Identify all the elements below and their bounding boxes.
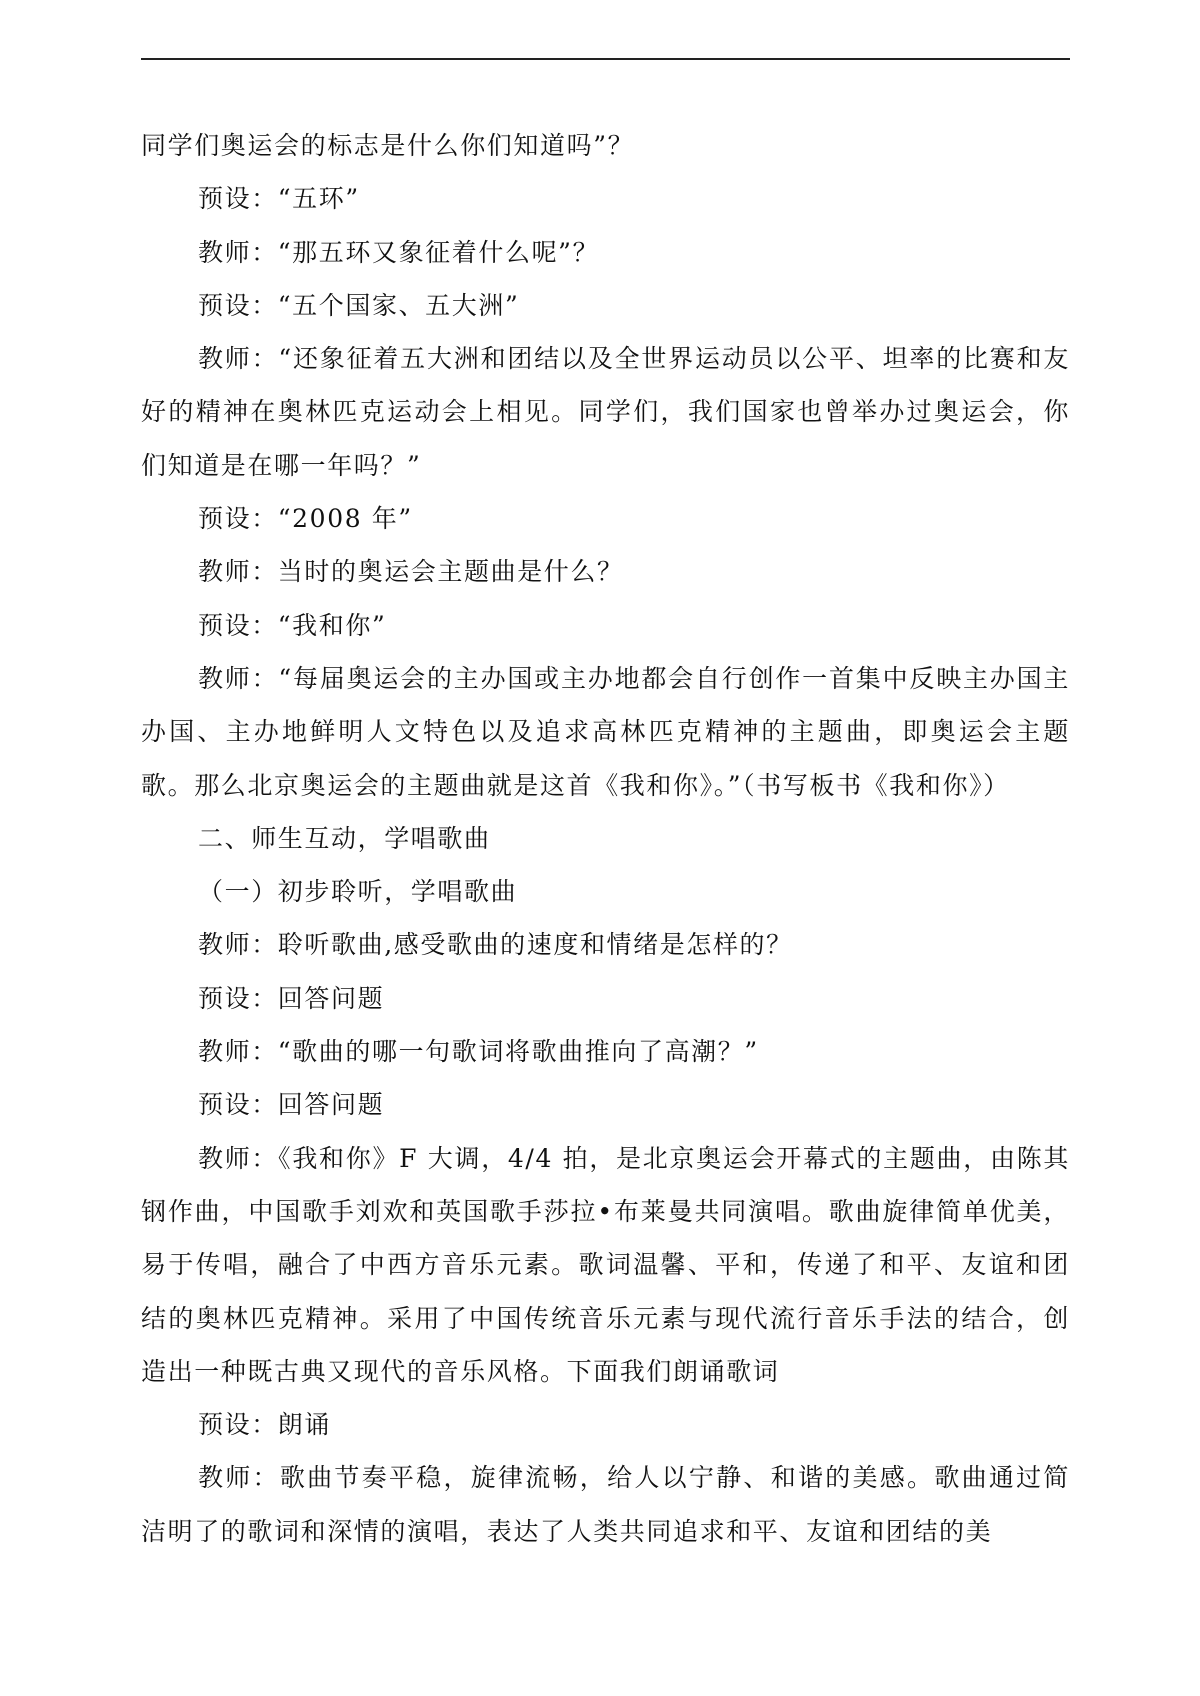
paragraph: 教师：“还象征着五大洲和团结以及全世界运动员以公平、坦率的比赛和友好的精神在奥林匹克运动会上相见。同学们，我们国家也曾举办过奥运会，你们知道是在哪一年吗？” [141, 344, 1070, 480]
paragraph: 预设：回答问题 [198, 983, 385, 1013]
paragraph: 教师：“那五环又象征着什么呢”？ [198, 237, 600, 267]
paragraph: 预设：“2008 年” [198, 504, 413, 534]
paragraph: 同学们奥运会的标志是什么你们知道吗”？ [141, 131, 635, 160]
paragraph: 教师：聆听歌曲,感受歌曲的速度和情绪是怎样的？ [198, 930, 793, 960]
document-body [141, 119, 1070, 1558]
paragraph: 教师：“每届奥运会的主办国或主办地都会自行创作一首集中反映主办国主办国、主办地鲜明人文特色以及追求高林匹克精神的主题曲，即奥运会主题歌。那么北京奥运会的主题曲就是这首《我和你》。”（书写板书《我和你》） [141, 663, 1070, 800]
paragraph: 教师：“歌曲的哪一句歌词将歌曲推向了高潮？” [198, 1037, 759, 1067]
paragraph: 教师：当时的奥运会主题曲是什么？ [198, 557, 624, 587]
paragraph: 教师：《我和你》F 大调，4/4 拍，是北京奥运会开幕式的主题曲，由陈其钢作曲，中国歌手刘欢和英国歌手莎拉•布莱曼共同演唱。歌曲旋律简单优美，易于传唱，融合了中西方音乐元素。歌词温馨、平和，传递了和平、友谊和团结的奥林匹克精神。采用了中国传统音乐元素与现代流行音乐手法的结合，创造出一种既古典又现代的音乐风格。下面我们朗诵歌词 [141, 1143, 1070, 1386]
paragraph: 预设：“我和你” [198, 610, 387, 640]
header-rule [141, 58, 1070, 60]
paragraph: 预设：“五个国家、五大洲” [198, 290, 520, 320]
paragraph: 预设：“五环” [198, 184, 360, 214]
paragraph: 预设：回答问题 [198, 1090, 385, 1120]
paragraph: 教师：歌曲节奏平稳，旋律流畅，给人以宁静、和谐的美感。歌曲通过简洁明了的歌词和深情的演唱，表达了人类共同追求和平、友谊和团结的美 [141, 1463, 1070, 1546]
subsection-heading: （一）初步聆听，学唱歌曲 [198, 877, 518, 907]
section-heading: 二、师生互动，学唱歌曲 [198, 823, 491, 853]
paragraph: 预设：朗诵 [198, 1410, 332, 1440]
